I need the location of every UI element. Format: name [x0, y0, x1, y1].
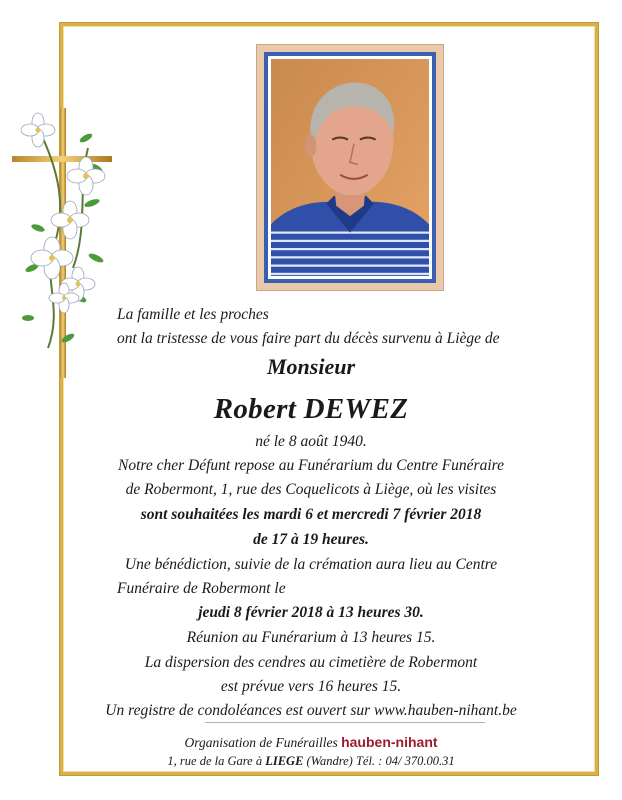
address-city: LIEGE: [265, 754, 304, 768]
address-prefix: 1, rue de la Gare à: [167, 754, 263, 768]
visits-line-1: sont souhaitées les mardi 6 et mercredi 7 février 2018: [140, 506, 482, 523]
condolence-register: Un registre de condoléances est ouvert sur www.hauben-nihant.be: [105, 702, 517, 719]
meeting-time: Réunion au Funérarium à 13 heures 15.: [186, 629, 436, 646]
deceased-name: Robert DEWEZ: [213, 393, 409, 425]
portrait-border: [264, 52, 436, 283]
dispersion-line-2: est prévue vers 16 heures 15.: [220, 678, 402, 695]
intro-line-2: ont la tristesse de vous faire part du décès survenu à Liège de: [117, 330, 500, 347]
ceremony-line-2: Funéraire de Robermont le: [117, 580, 286, 597]
visits-line-2: de 17 à 19 heures.: [253, 531, 369, 548]
footer-org-prefix: Organisation de Funérailles: [184, 735, 338, 750]
ceremony-line-1: Une bénédiction, suivie de la crémation aura lieu au Centre: [124, 556, 498, 573]
intro-line-1: La famille et les proches: [117, 306, 269, 323]
cross-with-flowers-icon: [8, 108, 118, 378]
portrait-frame: [256, 44, 444, 291]
footer-divider: [205, 722, 485, 723]
honorific: Monsieur: [266, 354, 356, 379]
ceremony-date: jeudi 8 février 2018 à 13 heures 30.: [198, 604, 424, 621]
repose-line-2: de Robermont, 1, rue des Coquelicots à Liège, où les visites: [125, 481, 497, 498]
dispersion-line-1: La dispersion des cendres au cimetière de Robermont: [144, 654, 478, 671]
footer-address: [0, 749, 622, 773]
portrait-photo: [268, 56, 432, 279]
brand-logo: hauben-nihant: [341, 734, 438, 750]
birth-date: né le 8 août 1940.: [255, 433, 367, 450]
address-suffix: (Wandre) Tél. : 04/ 370.00.31: [306, 754, 455, 768]
repose-line-1: Notre cher Défunt repose au Funérarium du Centre Funéraire: [117, 457, 504, 474]
